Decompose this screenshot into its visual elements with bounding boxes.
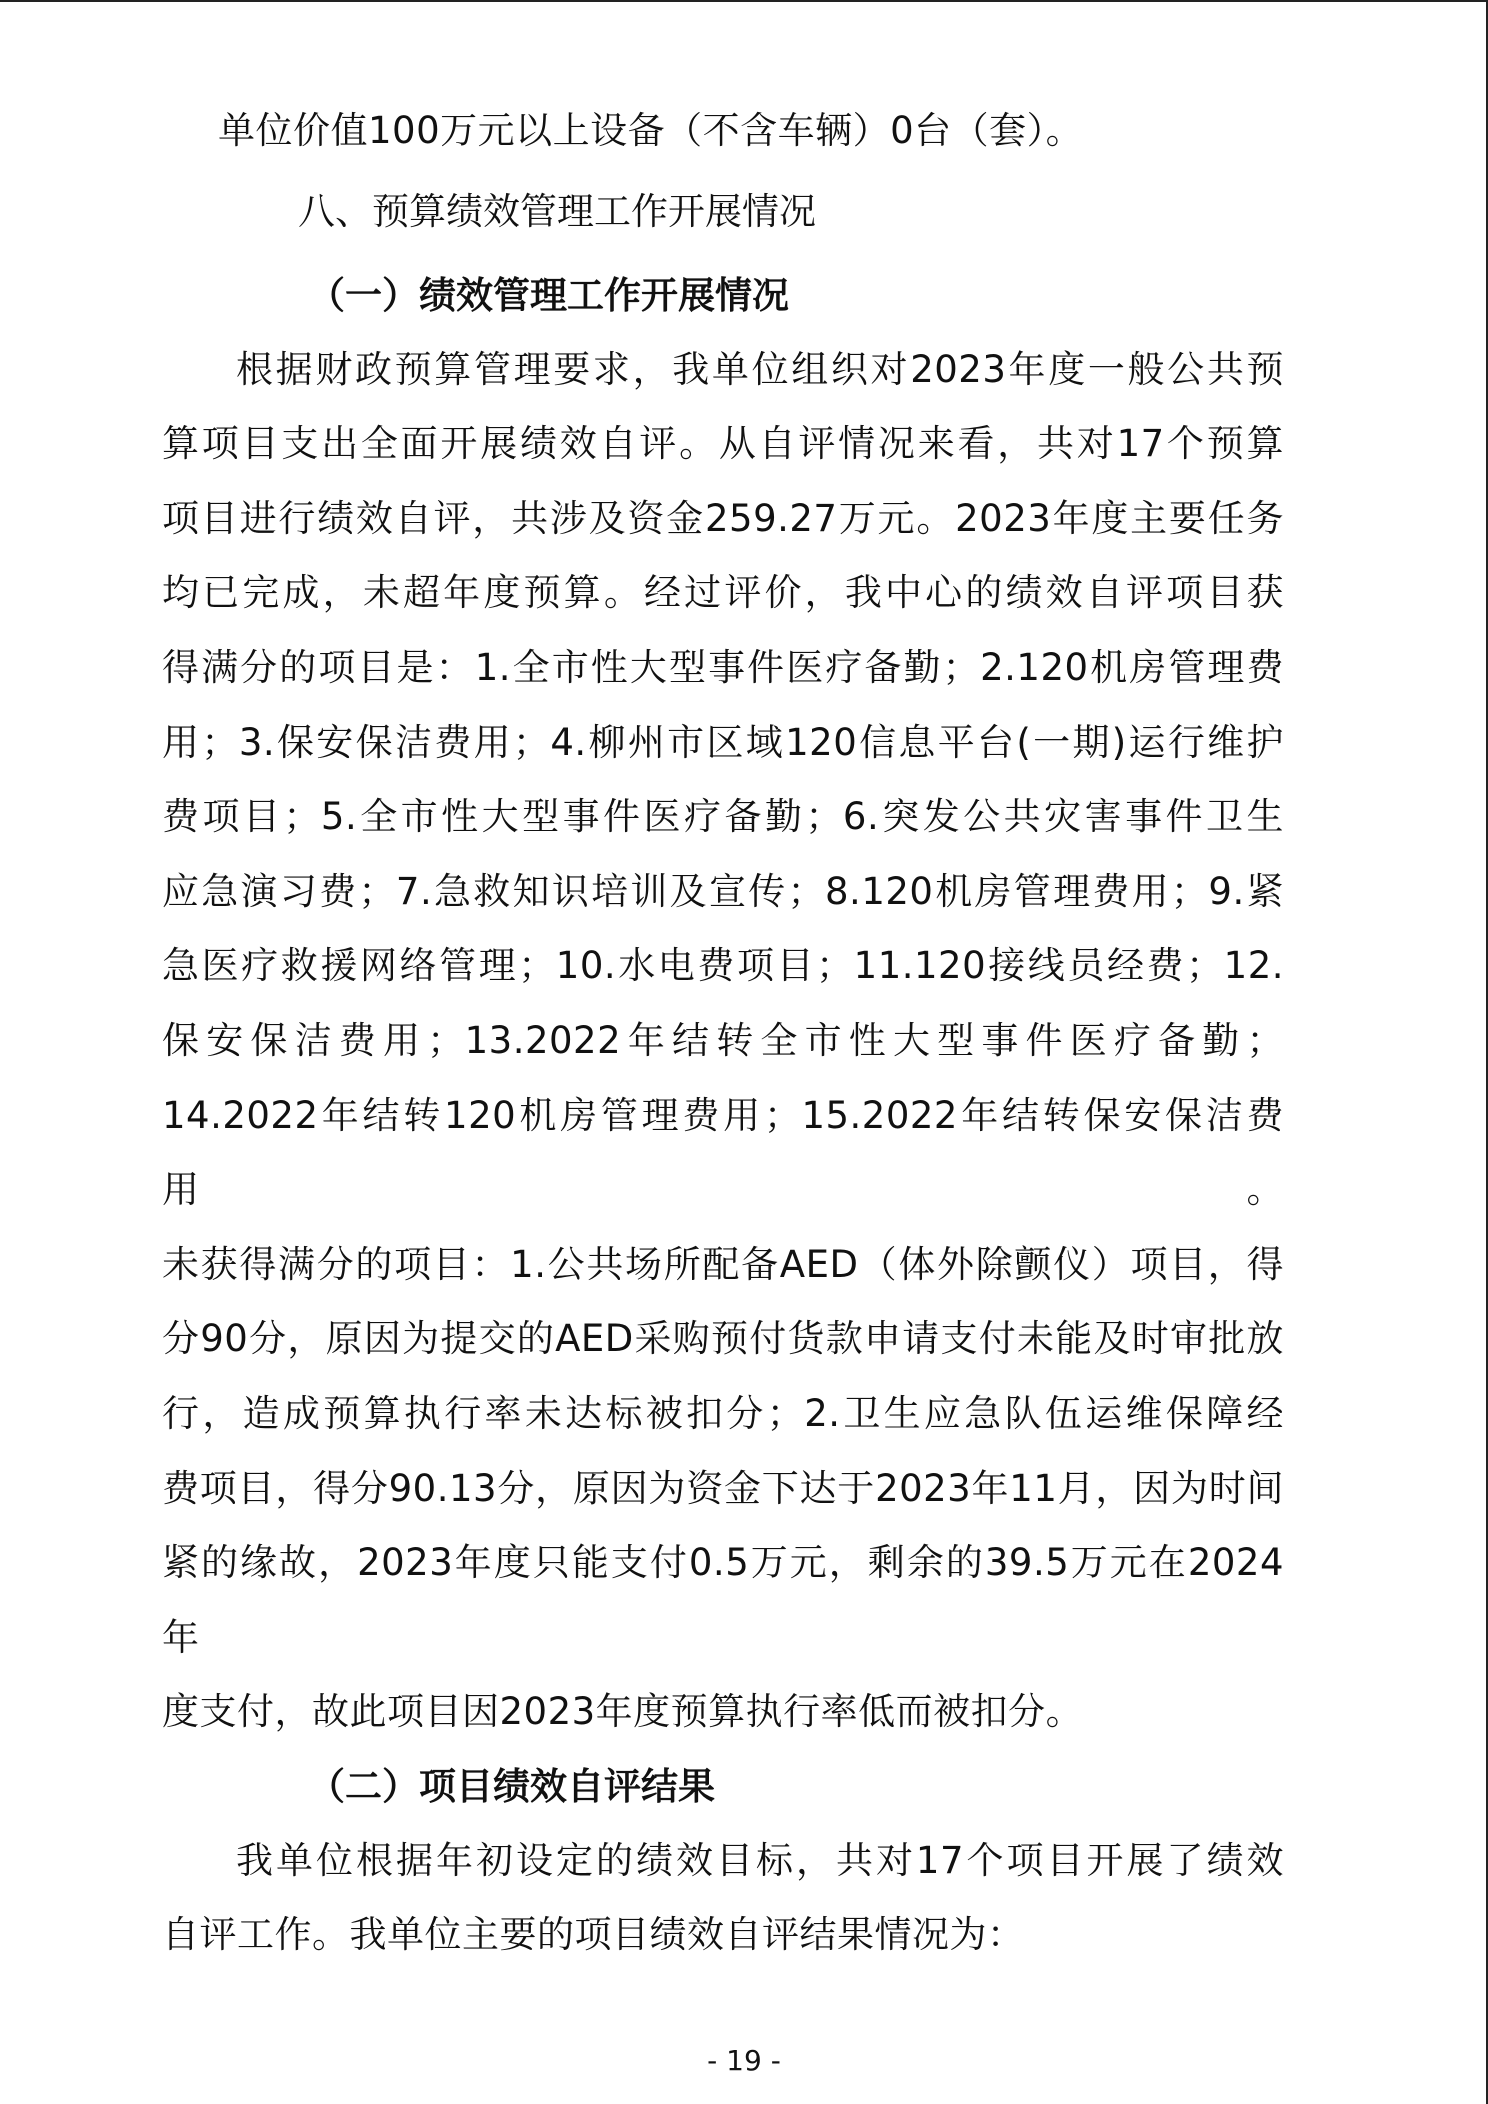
paragraph-line: 项目进行绩效自评，共涉及资金259.27万元。2023年度主要任务	[162, 496, 1284, 540]
paragraph-line: 费项目；5.全市性大型事件医疗备勤；6.突发公共灾害事件卫生	[162, 795, 1284, 839]
paragraph-line: 用；3.保安保洁费用；4.柳州市区域120信息平台(一期)运行维护	[162, 720, 1284, 764]
paragraph-line: 保安保洁费用；13.2022年结转全市性大型事件医疗备勤；	[162, 1018, 1284, 1062]
document-body	[162, 94, 1284, 1973]
paragraph-line: 算项目支出全面开展绩效自评。从自评情况来看，共对17个预算	[162, 422, 1284, 466]
paragraph-line: 14.2022年结转120机房管理费用；15.2022年结转保安保洁费用。	[162, 1093, 1284, 1212]
paragraph-line: 均已完成，未超年度预算。经过评价，我中心的绩效自评项目获	[162, 571, 1284, 615]
paragraph-line: 度支付，故此项目因2023年度预算执行率低而被扣分。	[162, 1690, 1084, 1734]
paragraph-line: 急医疗救援网络管理；10.水电费项目；11.120接线员经费；12.	[162, 944, 1284, 988]
paragraph-line: 分90分，原因为提交的AED采购预付货款申请支付未能及时审批放	[162, 1317, 1284, 1361]
paragraph-line: 得满分的项目是：1.全市性大型事件医疗备勤；2.120机房管理费	[162, 645, 1284, 689]
paragraph-line: 应急演习费；7.急救知识培训及宣传；8.120机房管理费用；9.紧	[162, 869, 1284, 913]
paragraph-line: 自评工作。我单位主要的项目绩效自评结果情况为：	[162, 1913, 1025, 1957]
paragraph-line: 未获得满分的项目：1.公共场所配备AED（体外除颤仪）项目，得	[162, 1242, 1284, 1286]
paragraph-line: 行，造成预算执行率未达标被扣分；2.卫生应急队伍运维保障经	[162, 1391, 1284, 1435]
subsection-heading-1: （一）绩效管理工作开展情况	[308, 273, 789, 317]
subsection-heading-2: （二）项目绩效自评结果	[308, 1764, 715, 1808]
paragraph-line: 费项目，得分90.13分，原因为资金下达于2023年11月，因为时间	[162, 1466, 1284, 1510]
paragraph-1	[162, 333, 1284, 1750]
paragraph-line: 我单位根据年初设定的绩效目标，共对17个项目开展了绩效	[236, 1838, 1284, 1882]
paragraph-line: 紧的缘故，2023年度只能支付0.5万元，剩余的39.5万元在2024年	[162, 1541, 1284, 1659]
page-number: - 19 -	[707, 2044, 781, 2077]
top-line: 单位价值100万元以上设备（不含车辆）0台（套）。	[218, 109, 1084, 152]
section-heading: 八、预算绩效管理工作开展情况	[298, 189, 816, 233]
paragraph-2	[162, 1824, 1284, 1973]
paragraph-line: 根据财政预算管理要求，我单位组织对2023年度一般公共预	[236, 347, 1284, 391]
